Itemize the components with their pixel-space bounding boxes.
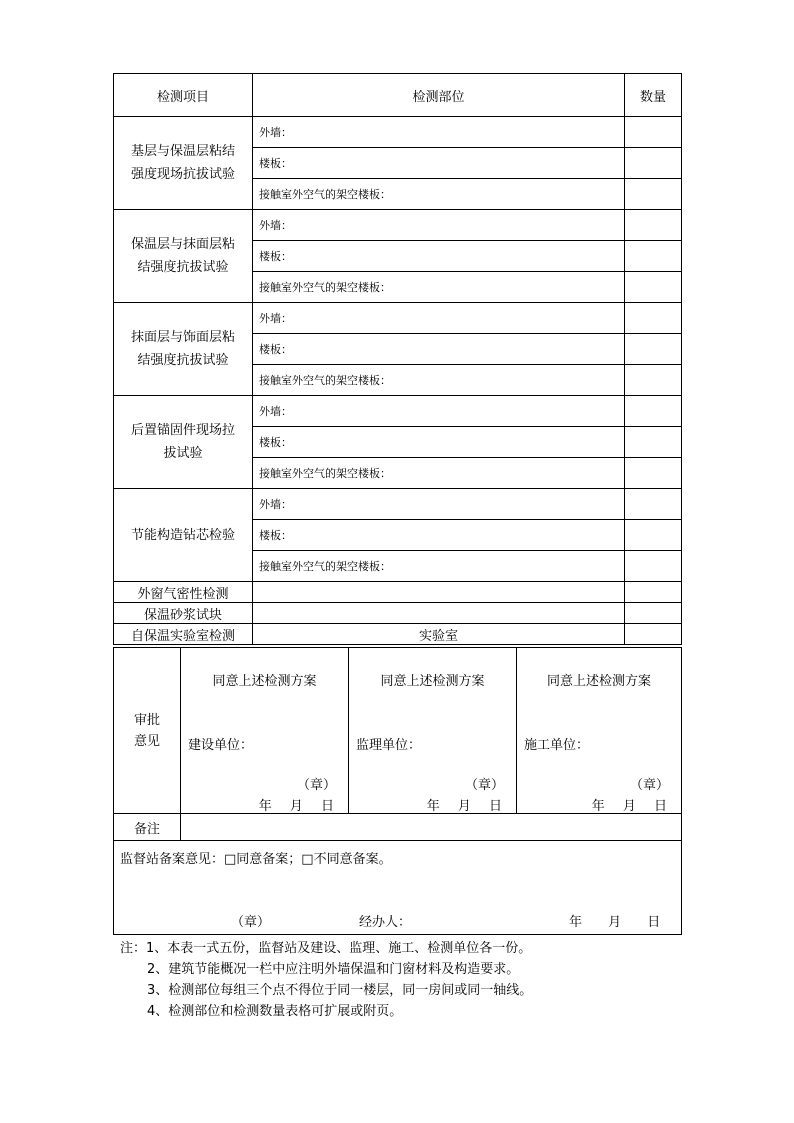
filing-date: 年 月 日	[569, 915, 661, 930]
approval-row	[114, 648, 682, 814]
filing-opinion-box	[113, 840, 682, 935]
quantity-cell	[625, 241, 682, 272]
single-location	[253, 582, 625, 603]
single-location	[253, 603, 625, 624]
contractor-unit-cell	[517, 648, 682, 814]
quantity-cell	[625, 365, 682, 396]
location-floor: 楼板：	[253, 334, 625, 365]
inspection-table	[113, 73, 682, 645]
quantity-cell	[625, 458, 682, 489]
single-location: 实验室	[253, 624, 625, 645]
seal-mark: （章）	[629, 778, 669, 793]
test-item-line: 节能构造钻芯检验	[130, 527, 235, 543]
approval-label-line: 审批	[133, 712, 160, 728]
location-overhead-slab: 接触室外空气的架空楼板：	[253, 458, 625, 489]
test-item-line: 强度现场抗拔试验	[130, 167, 235, 182]
table-row	[114, 303, 682, 334]
single-item: 自保温实验室检测	[114, 624, 253, 645]
remarks-value	[181, 814, 682, 841]
table-row	[114, 624, 682, 645]
location-wall: 外墙：	[253, 303, 625, 334]
location-overhead-slab: 接触室外空气的架空楼板：	[253, 365, 625, 396]
header-row	[114, 74, 682, 117]
location-wall: 外墙：	[253, 210, 625, 241]
agree-text: 同意上述检测方案	[546, 674, 651, 689]
location-floor: 楼板：	[253, 520, 625, 551]
location-overhead-slab: 接触室外空气的架空楼板：	[253, 551, 625, 582]
location-wall: 外墙：	[253, 489, 625, 520]
test-item-line: 结强度抗拔试验	[137, 353, 229, 368]
remarks-row	[114, 814, 682, 841]
seal-mark: （章）	[464, 778, 504, 793]
approval-table	[113, 647, 682, 841]
quantity-cell	[625, 117, 682, 148]
single-item: 保温砂浆试块	[114, 603, 253, 624]
filing-handler: 经办人：	[359, 915, 412, 930]
quantity-cell	[625, 334, 682, 365]
quantity-cell	[625, 427, 682, 458]
quantity-cell	[625, 396, 682, 427]
note-line: 3、检测部位每组三个点不得位于同一楼层，同一房间或同一轴线。	[147, 983, 533, 998]
header-item: 检测项目	[114, 74, 253, 117]
notes	[120, 938, 532, 1022]
quantity-cell	[625, 603, 682, 624]
table-row	[114, 603, 682, 624]
test-item-cell	[114, 117, 253, 210]
table-row	[114, 210, 682, 241]
quantity-cell	[625, 179, 682, 210]
quantity-cell	[625, 210, 682, 241]
test-item-line: 拔试验	[163, 446, 203, 461]
location-floor: 楼板：	[253, 148, 625, 179]
supervision-unit-cell	[349, 648, 517, 814]
header-location: 检测部位	[253, 74, 625, 117]
supervision-unit-label: 监理单位：	[356, 738, 422, 753]
filing-opinion: 监督站备案意见：□同意备案；□不同意备案。	[120, 852, 392, 867]
location-overhead-slab: 接触室外空气的架空楼板：	[253, 179, 625, 210]
filing-seal: （章）	[231, 915, 271, 930]
test-item-line: 基层与保温层粘结	[130, 144, 235, 159]
test-item-cell	[114, 210, 253, 303]
approval-label	[114, 648, 181, 814]
location-overhead-slab: 接触室外空气的架空楼板：	[253, 272, 625, 303]
table-row	[114, 396, 682, 427]
date-line: 年 月 日	[426, 799, 502, 814]
test-item-cell	[114, 489, 253, 582]
approval-label-line: 意见	[133, 733, 160, 749]
construction-unit-label: 建设单位：	[188, 738, 254, 753]
agree-text: 同意上述检测方案	[380, 674, 485, 689]
note-line: 2、建筑节能概况一栏中应注明外墙保温和门窗材料及构造要求。	[147, 962, 520, 977]
test-item-line: 保温层与抹面层粘	[130, 237, 235, 252]
quantity-cell	[625, 582, 682, 603]
contractor-unit-label: 施工单位：	[524, 738, 590, 753]
quantity-cell	[625, 303, 682, 334]
seal-mark: （章）	[296, 778, 336, 793]
table-row	[114, 117, 682, 148]
date-line: 年 月 日	[591, 799, 667, 814]
test-item-cell	[114, 303, 253, 396]
table-row	[114, 489, 682, 520]
test-item-line: 后置锚固件现场拉	[130, 423, 235, 438]
test-item-line: 结强度抗拔试验	[137, 260, 229, 275]
test-item-cell	[114, 396, 253, 489]
agree-text: 同意上述检测方案	[212, 674, 317, 689]
construction-unit-cell	[181, 648, 349, 814]
location-floor: 楼板：	[253, 427, 625, 458]
note-line: 注：1、本表一式五份，监督站及建设、监理、施工、检测单位各一份。	[120, 941, 532, 956]
table-row	[114, 582, 682, 603]
location-floor: 楼板：	[253, 241, 625, 272]
date-line: 年 月 日	[258, 799, 334, 814]
note-line: 4、检测部位和检测数量表格可扩展或附页。	[147, 1004, 403, 1019]
header-quantity: 数量	[625, 74, 682, 117]
quantity-cell	[625, 148, 682, 179]
quantity-cell	[625, 624, 682, 645]
single-item: 外窗气密性检测	[114, 582, 253, 603]
quantity-cell	[625, 520, 682, 551]
quantity-cell	[625, 489, 682, 520]
quantity-cell	[625, 272, 682, 303]
location-wall: 外墙：	[253, 117, 625, 148]
remarks-label: 备注	[114, 814, 181, 841]
quantity-cell	[625, 551, 682, 582]
test-item-line: 抹面层与饰面层粘	[130, 330, 235, 345]
location-wall: 外墙：	[253, 396, 625, 427]
